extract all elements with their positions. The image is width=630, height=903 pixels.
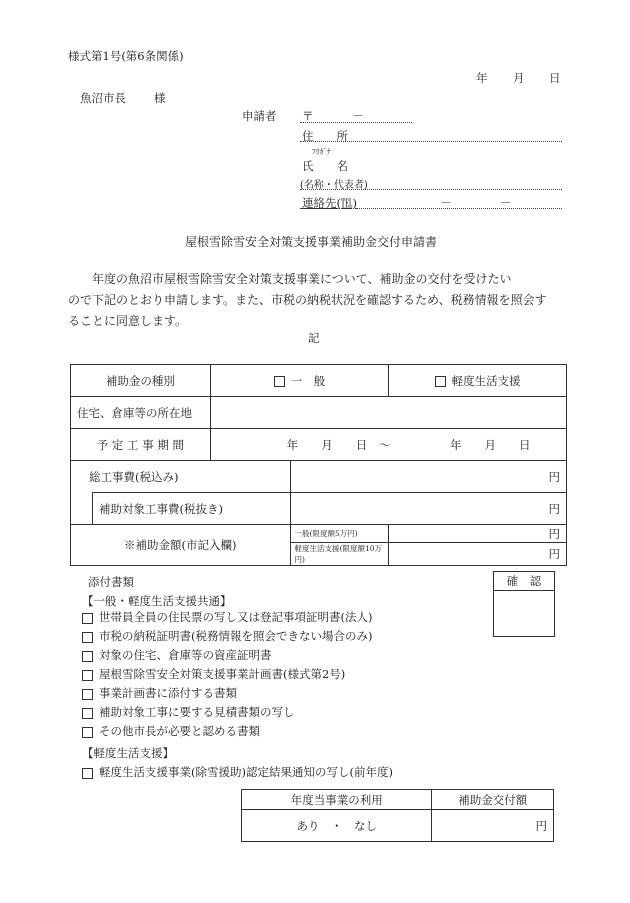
row-period (71, 429, 567, 461)
confirm-stamp-area[interactable] (494, 591, 554, 636)
date-year: 年 (476, 71, 488, 85)
confirm-label: 確 認 (494, 572, 554, 591)
attachment-item[interactable] (82, 647, 372, 666)
total-cost-field[interactable] (290, 461, 566, 493)
row-target-cost (71, 493, 567, 525)
period-tilde: ～ (378, 437, 391, 452)
row-subsidy-general (71, 525, 567, 543)
addressee: 魚沼市長 (80, 91, 126, 105)
row-subsidy-type (71, 365, 567, 397)
target-cost-field[interactable] (290, 493, 566, 525)
yen-unit: 円 (548, 526, 560, 541)
attachment-text: その他市長が必要と認める書類 (99, 724, 260, 738)
attachment-item[interactable] (82, 628, 372, 647)
usage-col-header: 年度当事業の利用 (242, 790, 432, 810)
attachment-text: 事業計画書に添付する書類 (99, 686, 237, 700)
period-label: 予 定 工 事 期 間 (71, 429, 211, 461)
amount-value[interactable]: 円 (432, 810, 554, 842)
document-title: 屋根雪除雪安全対策支援事業補助金交付申請書 (185, 235, 438, 249)
postal-line (300, 122, 412, 123)
common-heading: 【一般・軽度生活支援共通】 (82, 594, 232, 608)
ki-mark: 記 (308, 331, 320, 345)
honorific: 様 (154, 91, 166, 105)
total-cost-label: 総工事費(税込み) (71, 461, 291, 493)
attachment-item[interactable] (82, 666, 372, 685)
body-line-1: 年度の魚沼市屋根雪除雪安全対策支援事業について、補助金の交付を受けたい (68, 272, 512, 286)
contact-line (300, 208, 562, 209)
applicant-label: 申請者 (242, 109, 277, 123)
usage-table (241, 789, 554, 842)
attachment-checkbox[interactable] (82, 708, 93, 719)
attachment-item[interactable] (82, 685, 372, 704)
address-label: 住 所 (302, 129, 348, 143)
location-label: 住宅、倉庫等の所在地 (71, 397, 211, 429)
attachment-checkbox[interactable] (82, 727, 93, 738)
attachment-text: 補助対象工事に要する見積書類の写し (99, 705, 295, 719)
attachment-item[interactable] (82, 723, 372, 742)
period-field[interactable] (210, 429, 566, 461)
attachment-text: 市税の納税証明書(税務情報を照会できない場合のみ) (99, 629, 373, 643)
attachment-item[interactable] (82, 609, 372, 628)
indent-cell (71, 493, 93, 525)
subsidy-light-field[interactable] (389, 543, 567, 566)
postal-mark: 〒 (302, 109, 314, 123)
attachment-checkbox[interactable] (82, 651, 93, 662)
attachment-item[interactable] (82, 764, 393, 783)
attachment-checkbox[interactable] (82, 613, 93, 624)
attachment-text: 対象の住宅、倉庫等の資産証明書 (99, 648, 272, 662)
period-end: 年 月 日 (450, 437, 531, 452)
usage-value[interactable]: あり ・ なし (242, 810, 432, 842)
subsidy-general-field[interactable] (389, 525, 567, 543)
light-label: 軽度生活支援 (451, 373, 521, 388)
general-label: 一 般 (290, 373, 326, 388)
name-sub-label: (名称・代表者) (300, 180, 368, 191)
attachment-checkbox[interactable] (82, 768, 93, 779)
contact-dash-2: － (500, 196, 512, 210)
attachment-text: 世帯員全員の住民票の写し又は登記事項証明書(法人) (99, 610, 373, 624)
application-table (70, 364, 567, 566)
target-cost-label: 補助対象工事費(税抜き) (92, 493, 290, 525)
attachment-text: 屋根雪除雪安全対策支援事業計画書(様式第2号) (99, 667, 346, 681)
subsidy-type-label: 補助金の種別 (71, 365, 211, 397)
furigana-label: ﾌﾘｶﾞﾅ (312, 147, 331, 156)
subsidy-amount-label: ※補助金額(市記入欄) (71, 525, 291, 566)
date-day: 日 (549, 71, 561, 85)
row-total-cost (71, 461, 567, 493)
light-heading: 【軽度生活支援】 (82, 746, 174, 760)
form-number: 様式第1号(第6条関係) (68, 49, 184, 63)
date-month: 月 (513, 71, 525, 85)
general-checkbox[interactable] (274, 376, 285, 387)
light-attachment-list (82, 764, 393, 783)
body-line-3: ることに同意します。 (68, 314, 188, 328)
subsidy-light-label: 軽度生活支援(限度額10万円) (290, 543, 389, 566)
confirm-box (493, 571, 555, 637)
body-paragraph (68, 269, 547, 332)
type-general-option[interactable] (210, 365, 389, 397)
name-label: 氏 名 (302, 159, 348, 173)
body-line-2: ので下記のとおり申請します。また、市税の納税状況を確認するため、税務情報を照会す (68, 293, 547, 307)
amount-col-header: 補助金交付額 (432, 790, 554, 810)
type-light-option[interactable] (389, 365, 567, 397)
attachment-checkbox[interactable] (82, 632, 93, 643)
attachment-text: 軽度生活支援事業(除雪援助)認定結果通知の写し(前年度) (99, 765, 393, 779)
yen-unit: 円 (548, 547, 560, 561)
yen-unit: 円 (548, 469, 560, 484)
contact-dash-1: － (440, 196, 452, 210)
name-line (300, 189, 562, 190)
attachment-checkbox[interactable] (82, 670, 93, 681)
contact-label: 連絡先(℡) (302, 196, 357, 210)
address-line (300, 141, 562, 142)
attachment-checkbox[interactable] (82, 689, 93, 700)
yen-unit: 円 (548, 501, 560, 516)
common-attachment-list (82, 609, 372, 742)
attachments-title: 添付書類 (88, 575, 134, 589)
row-location (71, 397, 567, 429)
postal-dash: － (352, 109, 364, 123)
subsidy-general-label: 一般(限度額5万円) (290, 525, 389, 543)
period-start: 年 月 日 (286, 437, 368, 452)
light-checkbox[interactable] (435, 376, 446, 387)
location-field[interactable] (210, 397, 566, 429)
attachment-item[interactable] (82, 704, 372, 723)
